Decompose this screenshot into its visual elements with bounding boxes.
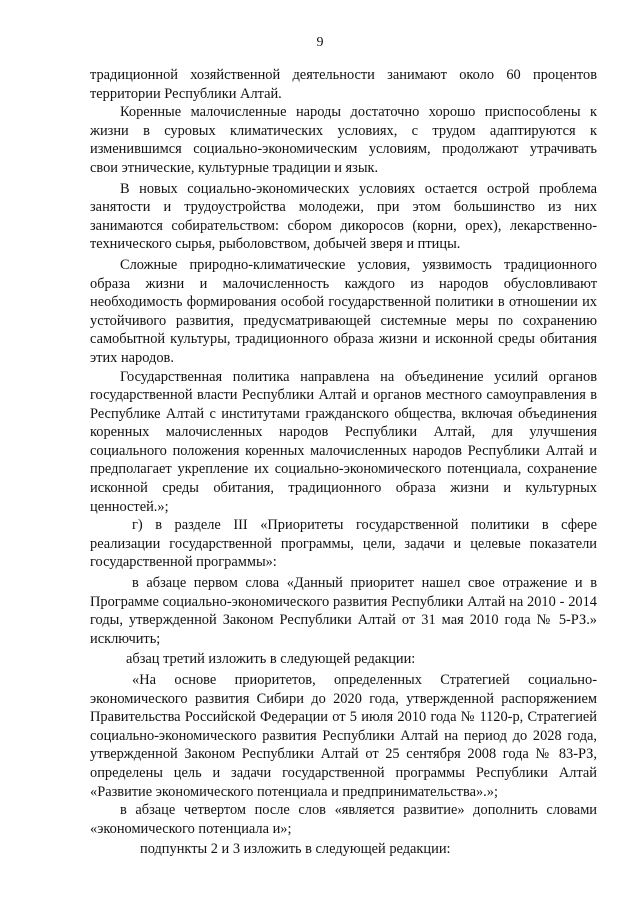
paragraph-conditions: Сложные природно-климатические условия, уязвимость традиционного образа жизни и малочисленность каждого из народов обусловливают необходимость формирования особой государственной политики в отношении их устойчивого развития, предусматривающей системные меры по сохранению самобытной культуры, традиционного образа жизни и исконной среды обитания этих народов. xyxy=(90,256,597,366)
paragraph-adaptation: Коренные малочисленные народы достаточно хорошо приспособлены к жизни в суровых климатических условиях, с трудом адаптируются к изменившимся социально-экономическим условиям, продолжают утрачивать свои этнические, культурные традиции и язык. xyxy=(90,104,597,176)
paragraph-strategy-quote: «На основе приоритетов, определенных Стратегией социально-экономического развития Сибири до 2020 года, утвержденной распоряжением Правительства Российской Федерации от 5 июля 2010 года № 1120-р, Стратегией социально-экономического развития Республики Алтай на период до 2028 года, утвержденной Законом Республики Алтай от 25 сентября 2008 года № 83-РЗ, определены цель и задачи государственной программы Республики Алтай «Развитие экономического потенциала и предпринимательства».»; xyxy=(90,672,597,800)
paragraph-employment: В новых социально-экономических условиях остается острой проблема занятости и трудоустройства молодежи, при этом большинство из них занимаются собирательством: сбором дикоросов (корни, орех), лекарственно-технического сырья, рыболовством, добычей зверя и птицы. xyxy=(90,180,597,253)
paragraph-subitems: подпункты 2 и 3 изложить в следующей редакции: xyxy=(140,841,451,858)
paragraph-third-abzac: абзац третий изложить в следующей редакции: xyxy=(126,651,416,668)
paragraph-first-abzac: в абзаце первом слова «Данный приоритет нашел свое отражение и в Программе социально-экономического развития Республики Алтай на 2010 - 2014 годы, утвержденной Законом Республики Алтай от 31 мая 2010 года № 5-РЗ.» исключить; xyxy=(90,575,597,647)
paragraph-section-iii: г) в разделе III «Приоритеты государственной политики в сфере реализации государственной программы, цели, задачи и целевые показатели государственной программы»: xyxy=(90,517,597,571)
paragraph-state-policy: Государственная политика направлена на объединение усилий органов государственной власти Республики Алтай и органов местного самоуправления в Республике Алтай с институтами гражданского общества, включая объединения коренных малочисленных народов Республики Алтай, для улучшения социального положения коренных малочисленных народов Республики Алтай и предполагает укрепление их социально-экономического потенциала, сохранение исконной среды обитания, традиционного образа жизни и культурных ценностей.»; xyxy=(90,368,597,515)
page-number: 9 xyxy=(316,35,324,50)
document-body xyxy=(90,66,597,859)
paragraph-fourth-abzac: в абзаце четвертом после слов «является развитие» дополнить словами «экономического потенциала и»; xyxy=(90,802,597,837)
paragraph-territory: традиционной хозяйственной деятельности занимают около 60 процентов территории Республики Алтай. xyxy=(90,67,597,102)
